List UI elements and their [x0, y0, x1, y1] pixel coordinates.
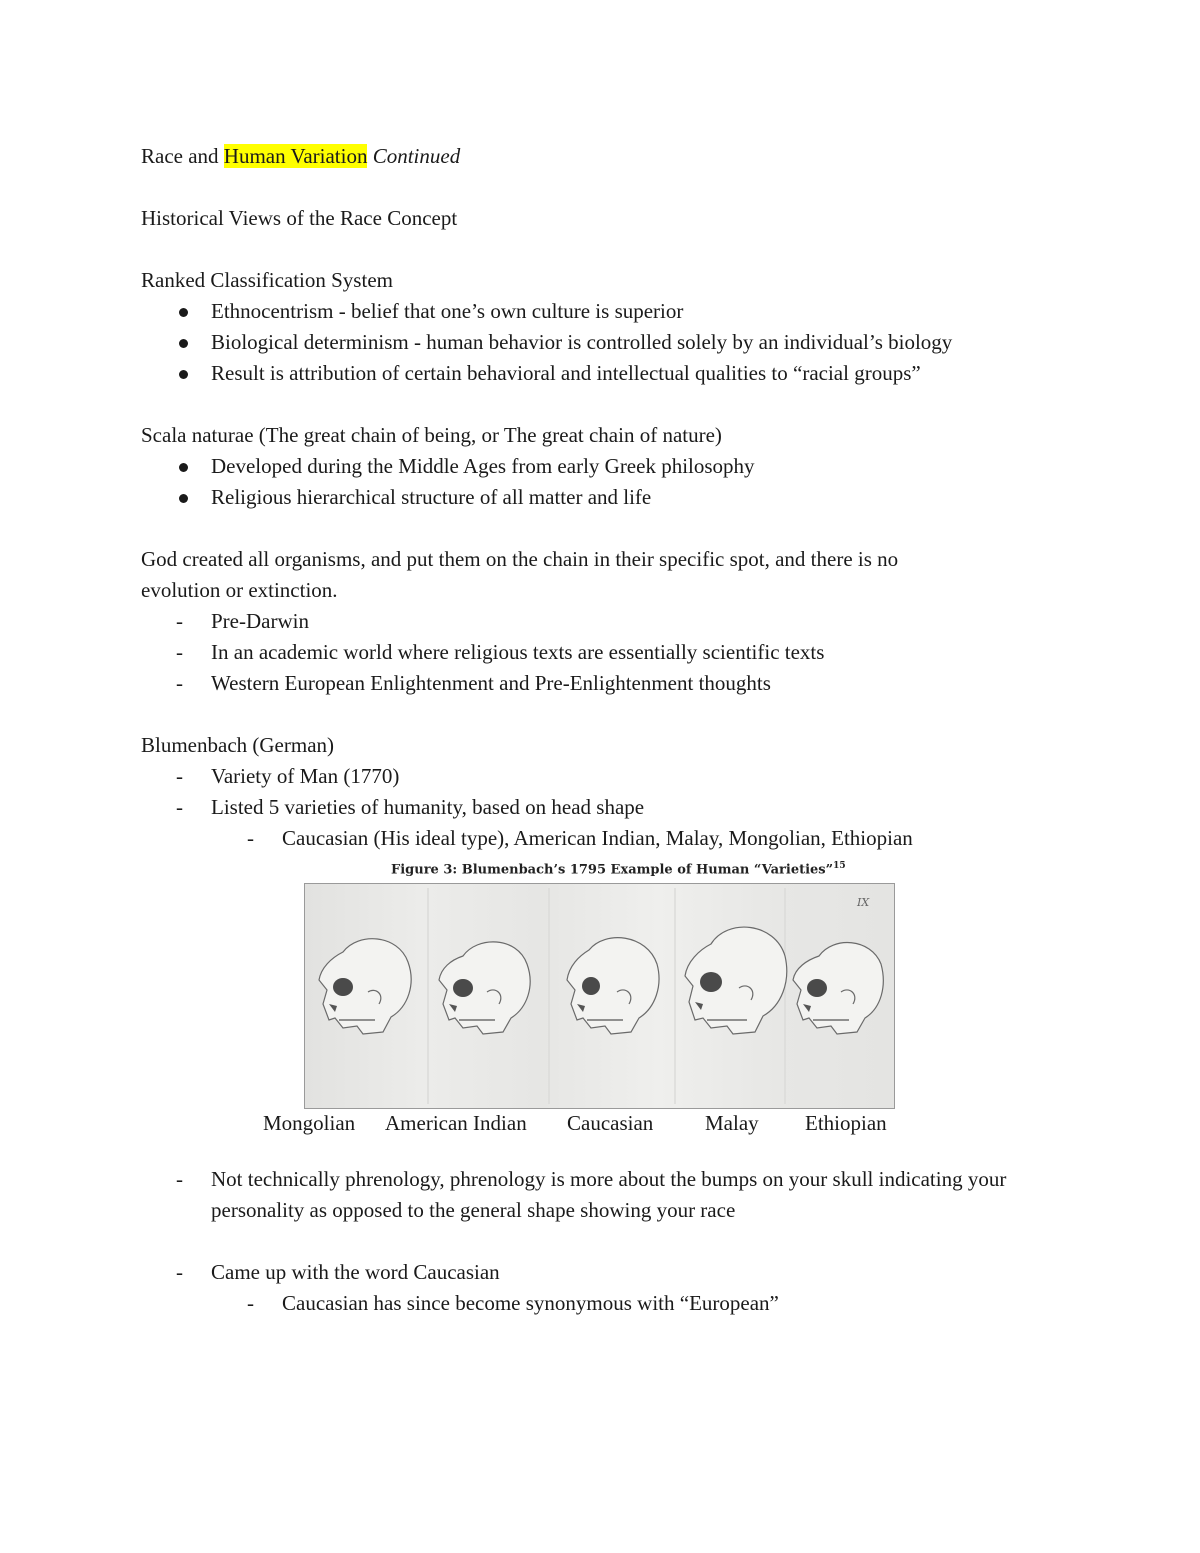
- bullet-icon: [179, 463, 188, 472]
- ranked-heading: Ranked Classification System: [141, 268, 393, 292]
- list-item: Biological determinism - human behavior is controlled solely by an individual’s biology: [141, 327, 1071, 358]
- scala-heading: Scala naturae (The great chain of being, or The great chain of nature): [141, 423, 722, 447]
- list-item: - Western European Enlightenment and Pre-Enlightenment thoughts: [141, 668, 1071, 699]
- blumenbach-heading: Blumenbach (German): [141, 733, 335, 757]
- dash-marker: -: [176, 1260, 183, 1284]
- caption-ethiopian: Ethiopian: [805, 1111, 887, 1135]
- title-highlight: Human Variation: [223, 144, 368, 168]
- bullet-icon: [179, 339, 188, 348]
- caption-malay: Malay: [705, 1111, 759, 1135]
- caption-caucasian: Caucasian: [567, 1111, 654, 1135]
- bullet-icon: [179, 308, 188, 317]
- dash-marker: -: [176, 609, 183, 633]
- skull-icon: [567, 938, 659, 1034]
- list-item: Developed during the Middle Ages from early Greek philosophy: [141, 451, 1071, 482]
- bullet-icon: [179, 494, 188, 503]
- figure-footnote: 15: [833, 861, 846, 871]
- dash-marker: -: [176, 1167, 183, 1191]
- paragraph-line: evolution or extinction.: [141, 578, 338, 602]
- list-item: - Caucasian (His ideal type), American Indian, Malay, Mongolian, Ethiopian: [141, 823, 1071, 854]
- title-text: Race and: [141, 144, 224, 168]
- paragraph-line: God created all organisms, and put them on the chain in their specific spot, and there is no: [141, 547, 899, 571]
- skull-figure: [141, 854, 1071, 1164]
- skulls-illustration: [305, 884, 894, 1108]
- figure-title: Figure 3: Blumenbach’s 1795 Example of Human “Varieties”$^{15}$: [391, 861, 846, 878]
- list-item: - Came up with the word Caucasian: [141, 1257, 1071, 1288]
- list-item: - Caucasian has since become synonymous with “European”: [141, 1288, 1071, 1319]
- skull-icon: [319, 939, 411, 1034]
- list-item: - Variety of Man (1770): [141, 761, 1071, 792]
- list-item: - In an academic world where religious texts are essentially scientific texts: [141, 637, 1071, 668]
- skull-icon: [685, 927, 787, 1034]
- list-item: - Listed 5 varieties of humanity, based on head shape: [141, 792, 1071, 823]
- title-italic: Continued: [372, 144, 461, 168]
- list-item: - Not technically phrenology, phrenology is more about the bumps on your skull indicating your personality as opposed to the general shape showing your race: [141, 1164, 1071, 1226]
- list-item: Religious hierarchical structure of all matter and life: [141, 482, 1071, 513]
- skull-icon: [439, 942, 530, 1034]
- list-item: Result is attribution of certain behavioral and intellectual qualities to “racial groups”: [141, 358, 1071, 389]
- list-item: Ethnocentrism - belief that one’s own culture is superior: [141, 296, 1071, 327]
- document-title: [141, 141, 1071, 172]
- dash-marker: -: [247, 1291, 254, 1315]
- dash-marker: -: [176, 764, 183, 788]
- plate-number: IX: [857, 896, 870, 909]
- skull-icon: [793, 943, 883, 1034]
- document-page: [141, 141, 1071, 1319]
- figure-captions: [261, 1108, 901, 1139]
- dash-marker: -: [176, 671, 183, 695]
- caption-american-indian: American Indian: [385, 1111, 527, 1135]
- dash-marker: -: [176, 640, 183, 664]
- skull-plate-image: [304, 883, 895, 1109]
- dash-marker: -: [247, 826, 254, 850]
- section-subtitle: Historical Views of the Race Concept: [141, 206, 458, 230]
- dash-marker: -: [176, 795, 183, 819]
- caption-mongolian: Mongolian: [263, 1111, 356, 1135]
- bullet-icon: [179, 370, 188, 379]
- list-item: - Pre-Darwin: [141, 606, 1071, 637]
